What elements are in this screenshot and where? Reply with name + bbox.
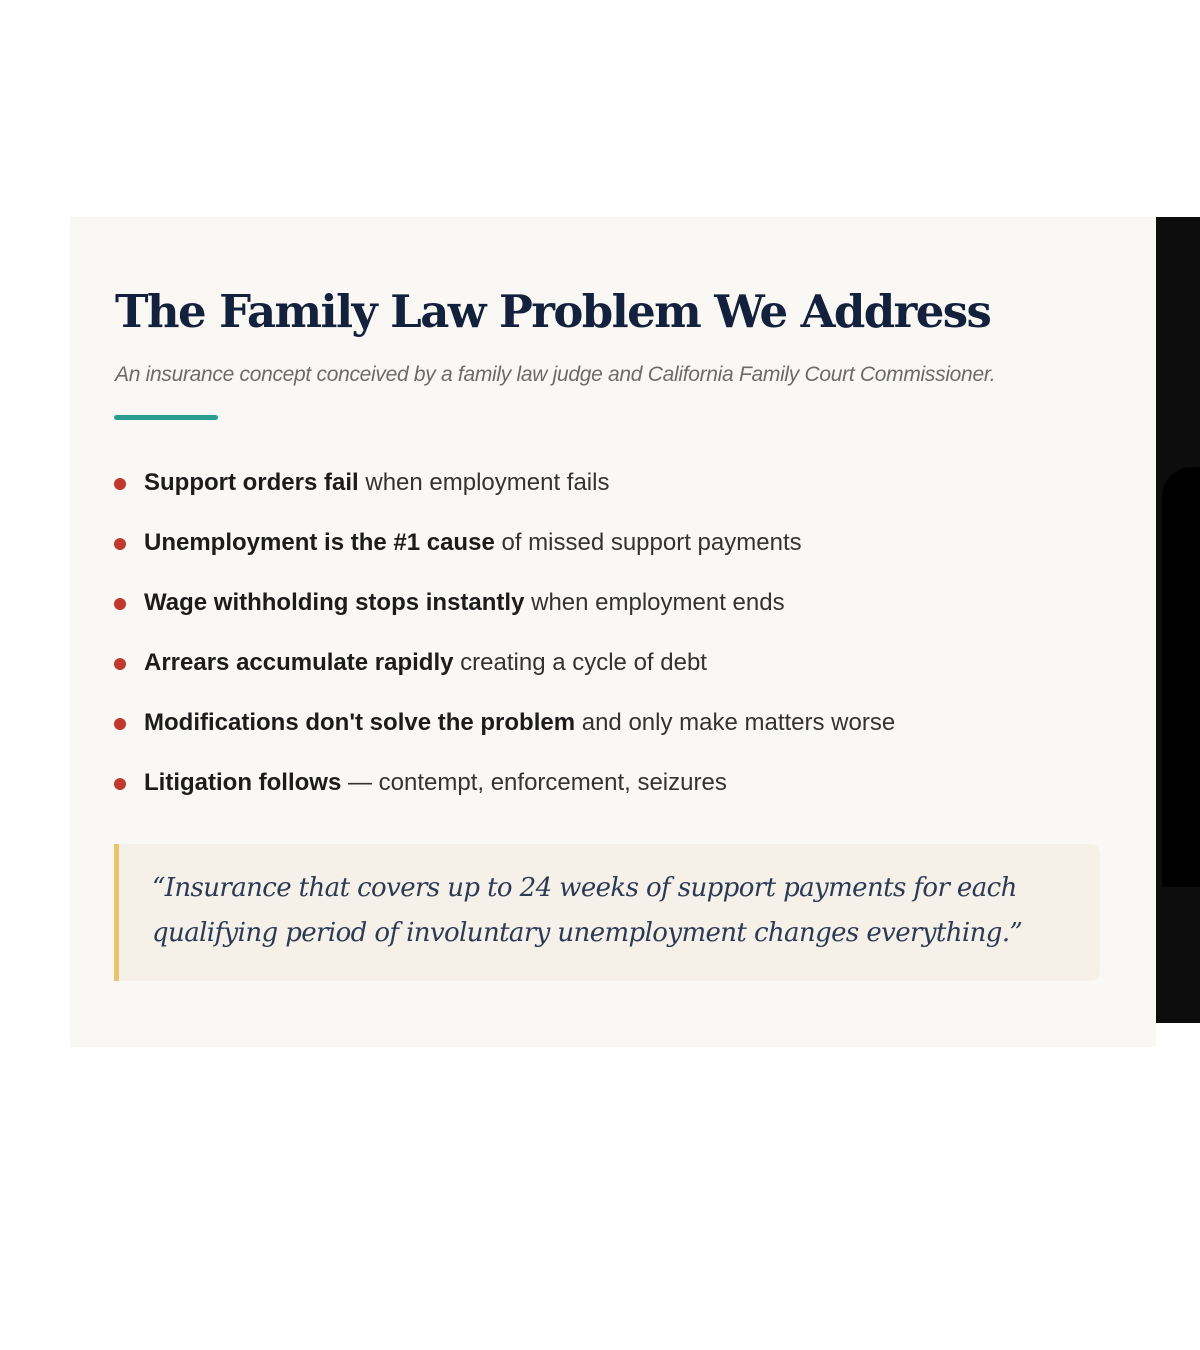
problem-point	[114, 705, 895, 765]
highlight-quote	[114, 844, 1100, 981]
side-image-panel	[1156, 217, 1200, 1023]
section-title: The Family Law Problem We Address	[115, 285, 991, 338]
quote-text: “Insurance that covers up to 24 weeks of support payments for each qualifying period of involuntary unemployment changes everything.”	[152, 873, 1023, 948]
problem-point-bold: Support orders fail	[144, 469, 359, 496]
bullet-dot-icon	[114, 598, 126, 610]
bullet-dot-icon	[114, 478, 126, 490]
problem-point-bold: Modifications don't solve the problem	[144, 709, 576, 736]
problem-point-text: when employment ends	[524, 589, 785, 616]
problem-point	[114, 465, 895, 525]
problem-point-bold: Arrears accumulate rapidly	[144, 649, 454, 676]
problem-point	[114, 585, 895, 645]
problem-point	[114, 645, 895, 705]
problem-point	[114, 765, 895, 825]
section-subtitle: An insurance concept conceived by a family law judge and California Family Court Commissioner.	[115, 363, 996, 386]
bullet-dot-icon	[114, 718, 126, 730]
bullet-dot-icon	[114, 778, 126, 790]
problem-points-list	[114, 465, 895, 825]
problem-point-text: and only make matters worse	[575, 709, 896, 736]
problem-point-bold: Litigation follows	[144, 769, 342, 796]
problem-point-text: when employment fails	[358, 469, 610, 496]
problem-point-bold: Unemployment is the #1 cause	[144, 529, 495, 556]
side-image-shadow	[1162, 467, 1200, 887]
family-law-problem-section	[70, 217, 1156, 1047]
bullet-dot-icon	[114, 538, 126, 550]
problem-point-text: creating a cycle of debt	[453, 649, 707, 676]
problem-point-text: — contempt, enforcement, seizures	[341, 769, 727, 796]
problem-point-text: of missed support payments	[494, 529, 802, 556]
bullet-dot-icon	[114, 658, 126, 670]
title-accent-rule	[114, 415, 218, 420]
problem-point-bold: Wage withholding stops instantly	[144, 589, 525, 616]
problem-point	[114, 525, 895, 585]
